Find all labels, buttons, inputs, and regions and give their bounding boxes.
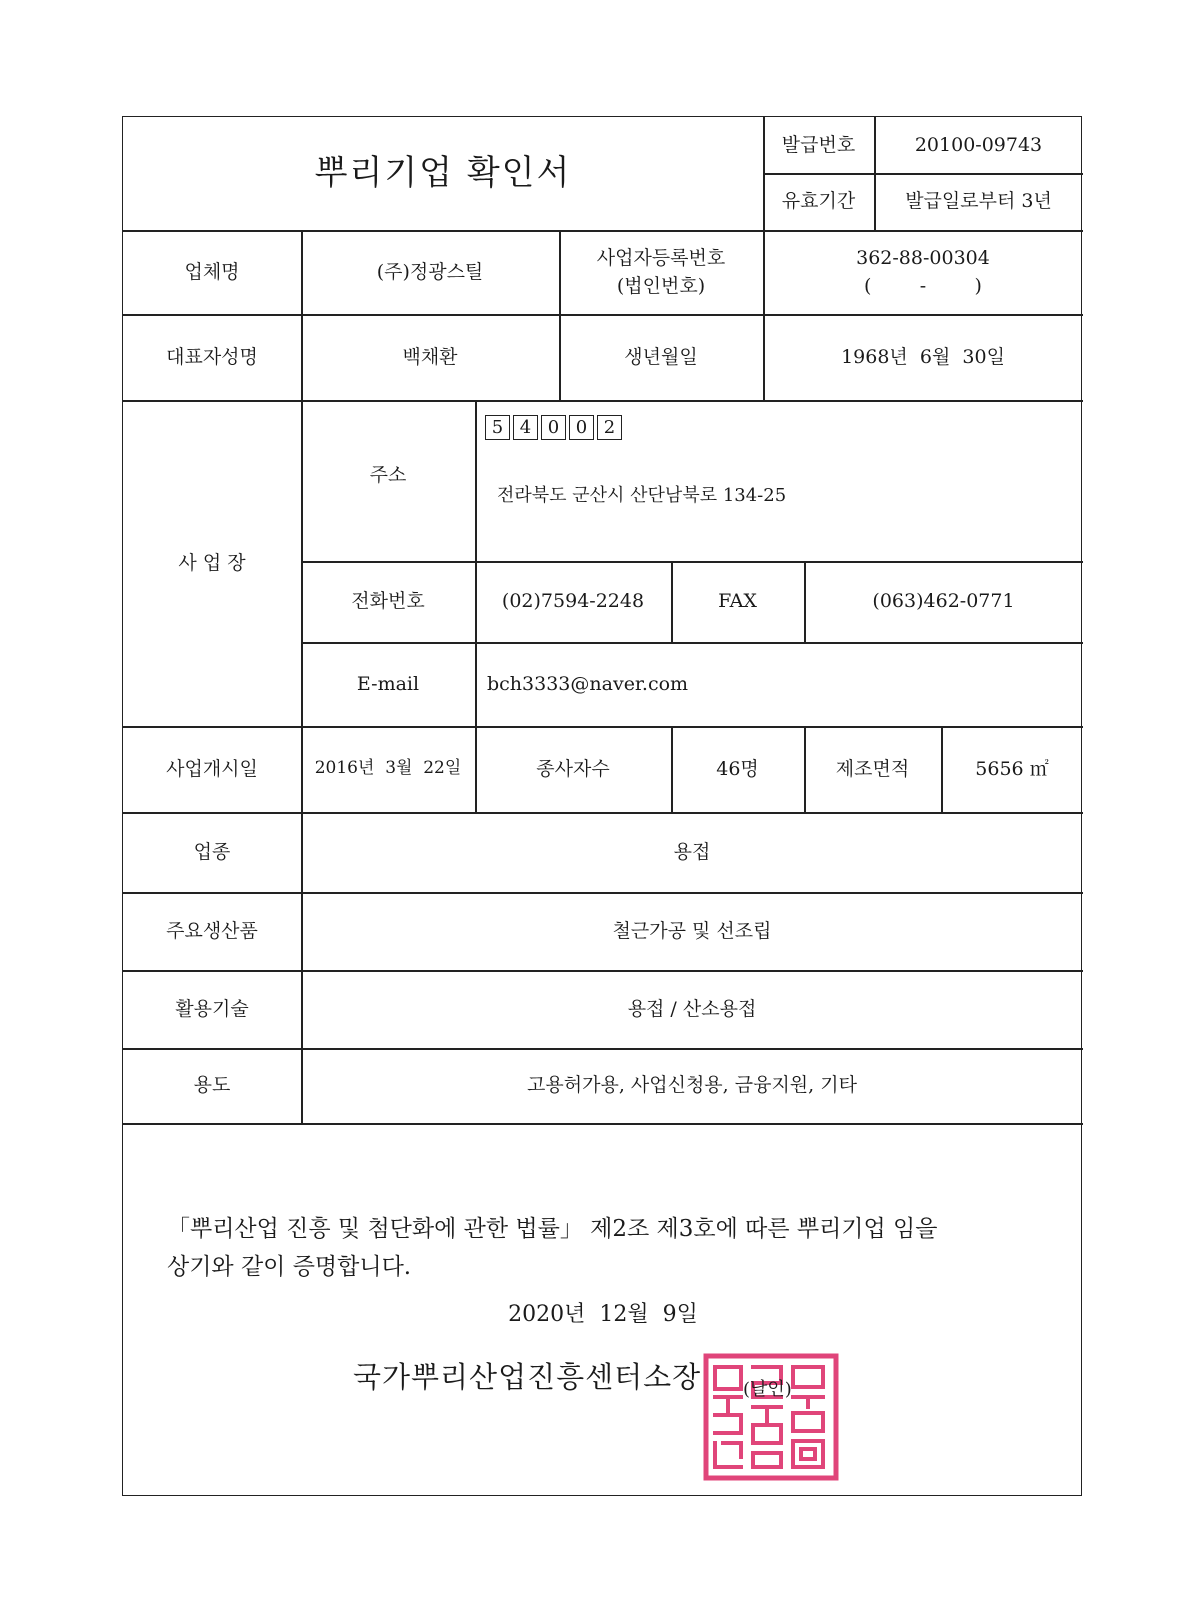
address-label: 주소 — [369, 463, 407, 486]
phone-label: 전화번호 — [351, 590, 425, 613]
registration-label-line1: 사업자등록번호 — [596, 246, 726, 269]
registration-number: 362-88-00304 — [856, 246, 990, 269]
area-value: 5656 ㎡ — [975, 757, 1049, 780]
seal-note: (날인) — [743, 1379, 792, 1400]
employees-label: 종사자수 — [536, 757, 610, 780]
registration-value — [763, 230, 1083, 314]
zip-digit: 5 — [485, 415, 510, 440]
email-value: bch3333@naver.com — [487, 672, 689, 695]
company-value: (주)정광스틸 — [376, 260, 484, 283]
zip-digit: 0 — [569, 415, 594, 440]
fax-value: (063)462-0771 — [872, 590, 1015, 613]
corporate-number: ( - ) — [864, 275, 982, 297]
employees-value: 46명 — [716, 757, 759, 780]
registration-label — [559, 230, 763, 314]
issuer-name: 국가뿌리산업진흥센터소장 — [353, 1360, 702, 1394]
start-date-value: 2016년 3월 22일 — [314, 758, 462, 779]
issue-date: 2020년 12월 9일 — [508, 1302, 698, 1327]
zip-digit: 4 — [513, 415, 538, 440]
official-seal-icon — [703, 1353, 839, 1481]
certification-statement — [167, 1210, 1047, 1286]
email-label: E-mail — [356, 672, 420, 695]
company-label: 업체명 — [184, 260, 240, 283]
statement-line-1: 「뿌리산업 진흥 및 첨단화에 관한 법률」 제2조 제3호에 따른 뿌리기업 임을 — [167, 1216, 938, 1242]
representative-value: 백채환 — [402, 345, 458, 368]
workplace-label: 사 업 장 — [178, 551, 246, 574]
representative-label: 대표자성명 — [166, 345, 258, 368]
statement-line-2: 상기와 같이 증명합니다. — [167, 1254, 412, 1280]
fax-label: FAX — [718, 590, 757, 613]
birth-value: 1968년 6월 30일 — [841, 345, 1005, 368]
products-value: 철근가공 및 선조립 — [612, 919, 772, 942]
document-title: 뿌리기업 확인서 — [314, 153, 572, 193]
validity-value: 발급일로부터 3년 — [905, 190, 1052, 213]
purpose-label: 용도 — [193, 1074, 231, 1097]
industry-value: 용접 — [673, 840, 711, 863]
technology-value: 용접 / 산소용접 — [627, 997, 757, 1020]
start-date-label: 사업개시일 — [166, 757, 258, 780]
area-label: 제조면적 — [835, 757, 910, 780]
issue-number-value: 20100-09743 — [914, 133, 1043, 156]
products-label: 주요생산품 — [166, 919, 258, 942]
certificate-document — [122, 116, 1082, 1496]
zip-digit: 2 — [597, 415, 622, 440]
validity-label: 유효기간 — [781, 190, 856, 213]
industry-label: 업종 — [193, 840, 231, 863]
phone-value: (02)7594-2248 — [501, 590, 645, 613]
address-value: 전라북도 군산시 산단남북로 134-25 — [497, 485, 787, 506]
technology-label: 활용기술 — [175, 997, 249, 1020]
zip-code-boxes — [485, 415, 622, 440]
issue-number-label: 발급번호 — [781, 133, 856, 156]
registration-label-line2: (법인번호) — [616, 275, 706, 297]
birth-label: 생년월일 — [624, 345, 698, 368]
zip-digit: 0 — [541, 415, 566, 440]
purpose-value: 고용허가용, 사업신청용, 금융지원, 기타 — [527, 1074, 857, 1097]
